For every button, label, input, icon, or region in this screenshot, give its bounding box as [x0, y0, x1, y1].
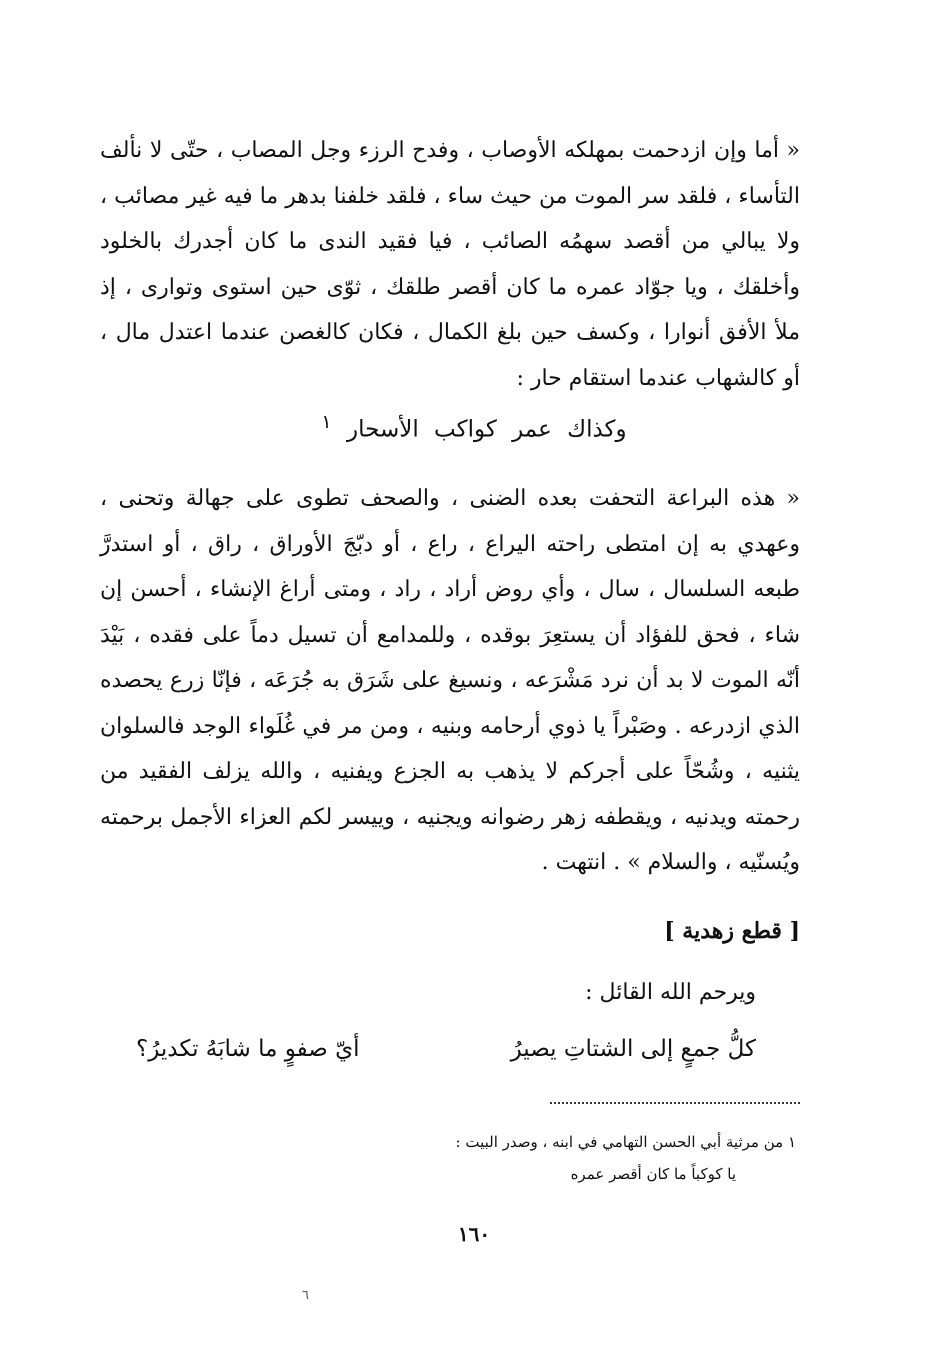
verse-intro-line: ويرحم الله القائل : — [585, 980, 756, 1005]
poem-verse — [136, 1036, 756, 1062]
footnote-divider — [550, 1102, 800, 1104]
paragraph-eulogy-opening: « أما وإن ازدحمت بمهلكه الأوصاب ، وفدح الرزء وجل المصاب ، حتّى لا نألف التأساء ، فلقد سر الموت من حيث ساء ، فلقد خلفنا بدهر ما فيه غير مصائب ، ولا يبالي من أقصد سهمُه الصائب ، فيا فقيد الندى ما كان أجدرك بالخلود وأخلقك ، ويا جوّاد عمره ما كان أقصر طلقك ، ثوّى حين استوى وتوارى ، إذ ملأ الأفق أنوارا ، وكسف حين بلغ الكمال ، فكان كالغصن عندما اعتدل مال ، أو كالشهاب عندما استقام حار : — [100, 138, 800, 391]
poem-verse-second-hemistich: أيّ صفوٍ ما شابَهُ تكديرُ؟ — [136, 1036, 360, 1062]
footnote-line-1: ١ من مرثية أبي الحسن التهامي في ابنه ، وصدر البيت : — [455, 1133, 796, 1151]
paragraph-eulogy-closing: « هذه البراعة التحفت بعده الضنى ، والصحف تطوى على جهالة وتحنى ، وعهدي به إن امتطى راحته اليراع ، راع ، أو دبّجَ الأوراق ، راق ، أو استدرَّ طبعه السلسال ، سال ، وأي روض أراد ، راد ، ومتى أراغ الإنشاء ، أحسن إن شاء ، فحق للفؤاد أن يستعِرَ بوقده ، وللمدامع أن تسيل دماً على فقده ، بَيْدَ أنّه الموت لا بد أن نرد مَشْرَعه ، ونسيغ على شَرَق به جُرَعَه ، فإنّا زرع يحصده الذي ازدرعه . وصَبْراً يا ذوي أرحامه وبنيه ، ومن مر في غُلَواء الوجد فالسلوان يثنيه ، وشُحّاً على أجركم لا يذهب به الجزع ويفنيه ، والله يزلف الفقيد من رحمته ويدنيه ، ويقطفه زهر رضوانه ويجنيه ، وييسر لكم العزاء الأجمل برحمته ويُسنّيه ، والسلام » . انتهت . — [100, 486, 800, 875]
section-heading: [ قطع زهدية ] — [664, 918, 800, 944]
quoted-verse-text: وكذاك عمر كواكب الأسحار — [346, 416, 627, 443]
footnote-line-2: يا كوكباً ما كان أقصر عمره — [570, 1165, 736, 1183]
poem-verse-first-hemistich: كلُّ جمعٍ إلى الشتاتِ يصيرُ — [510, 1036, 756, 1062]
footnote-marker: ١ — [321, 410, 332, 433]
page-number: ١٦٠ — [457, 1222, 491, 1246]
stray-mark: ٦ — [302, 1288, 309, 1303]
footnote — [456, 1126, 796, 1190]
quoted-verse — [0, 410, 948, 443]
